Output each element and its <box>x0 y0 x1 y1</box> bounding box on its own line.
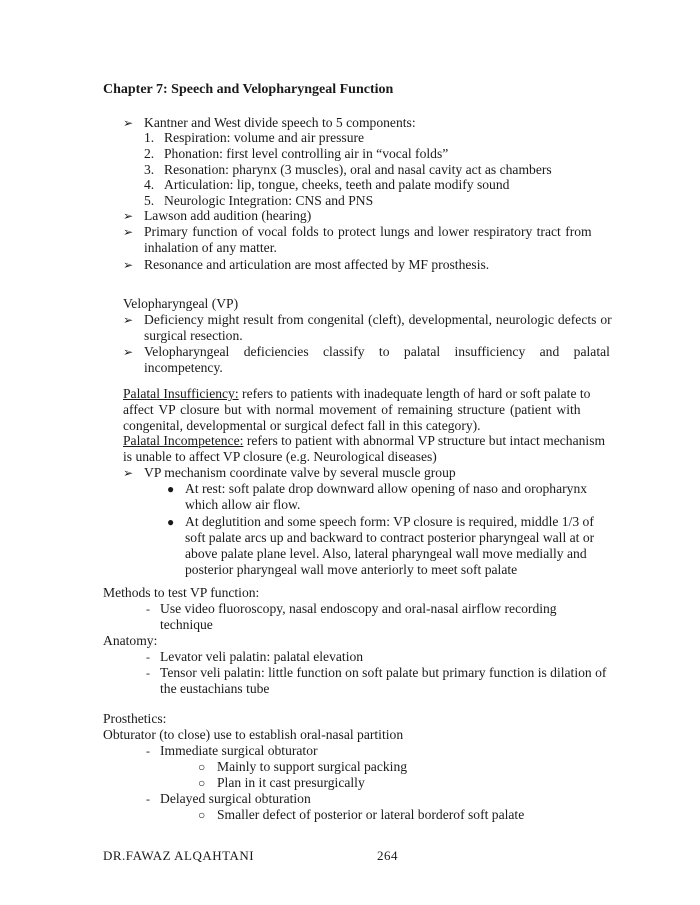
arrow-bullet-icon: ➢ <box>123 209 134 223</box>
circle-bullet-icon: ○ <box>198 776 206 790</box>
circle-bullet-icon: ○ <box>198 808 206 822</box>
arrow-bullet-icon: ➢ <box>123 225 134 239</box>
arrow-bullet-icon: ➢ <box>123 313 134 327</box>
list-number: 5. <box>144 193 155 208</box>
primary-function-line-1 <box>144 224 618 240</box>
immediate-obturator: Immediate surgical obturator <box>160 743 318 758</box>
deglutition-line-4: posterior pharyngeal wall move anteriorly to meet soft palate <box>185 562 518 577</box>
list-item: Phonation: first level controlling air in “vocal folds” <box>164 146 449 161</box>
deficiency-line-1: Deficiency might result from congenital (cleft), developmental, neurologic defects or <box>144 312 612 327</box>
deficiency-line-2: surgical resection. <box>144 328 243 343</box>
incompetence-line-1 <box>123 433 605 449</box>
prosthetics-heading: Prosthetics: <box>103 711 167 726</box>
round-bullet-icon: ● <box>167 482 175 496</box>
list-number: 3. <box>144 162 155 177</box>
mechanism-lead: VP mechanism coordinate valve by several muscle group <box>144 465 456 480</box>
immediate-sub-2: Plan in it cast presurgically <box>217 775 365 790</box>
dash-bullet-icon: - <box>146 650 150 664</box>
dash-bullet-icon: - <box>146 602 150 616</box>
primary-function-line-2: inhalation of any matter. <box>144 240 277 255</box>
insufficiency-text: refers to patients with inadequate length of hard or soft palate to <box>242 386 591 401</box>
incompetence-line-2: is unable to affect VP closure (e.g. Neurological diseases) <box>123 449 437 464</box>
dash-bullet-icon: - <box>146 744 150 758</box>
list-number: 1. <box>144 130 155 145</box>
vp-heading: Velopharyngeal (VP) <box>123 296 239 311</box>
chapter-title: Chapter 7: Speech and Velopharyngeal Function <box>103 82 394 97</box>
tensor-line-1: Tensor veli palatin: little function on soft palate but primary function is dilation of <box>160 665 607 680</box>
footer-author: DR.FAWAZ ALQAHTANI <box>103 848 255 863</box>
list-number: 4. <box>144 177 155 192</box>
list-number: 2. <box>144 146 155 161</box>
rest-line-1: At rest: soft palate drop downward allow opening of naso and oropharynx <box>185 481 588 496</box>
incompetence-text: refers to patient with abnormal VP structure but intact mechanism <box>246 433 606 448</box>
intro-lead: Kantner and West divide speech to 5 components: <box>144 115 416 130</box>
list-item: Neurologic Integration: CNS and PNS <box>164 193 374 208</box>
deglutition-line-3: above palate plane level. Also, lateral pharyngeal wall move medially and <box>185 546 587 561</box>
arrow-bullet-icon: ➢ <box>123 258 134 272</box>
immediate-sub-1: Mainly to support surgical packing <box>217 759 408 774</box>
insufficiency-line-3: congenital, developmental or surgical defect fall in this category). <box>123 418 481 433</box>
methods-item-line-2: technique <box>160 617 213 632</box>
tensor-line-2: the eustachians tube <box>160 681 270 696</box>
classify-line-1: Velopharyngeal deficiencies classify to palatal insufficiency and palatal <box>144 344 610 359</box>
arrow-bullet-icon: ➢ <box>123 116 134 130</box>
deglutition-line-2: soft palate arcs up and backward to contract posterior pharyngeal wall at or <box>185 530 595 545</box>
insufficiency-line-2: affect VP closure but with normal movement of remaining structure (patient with <box>123 402 581 417</box>
obturator-text: Obturator (to close) use to establish oral-nasal partition <box>103 727 404 742</box>
dash-bullet-icon: - <box>146 792 150 806</box>
incompetence-term: Palatal Incompetence: <box>123 433 244 448</box>
methods-heading: Methods to test VP function: <box>103 585 260 600</box>
classify-line-2: incompetency. <box>144 360 223 375</box>
rest-line-2: which allow air flow. <box>185 497 301 512</box>
insufficiency-term: Palatal Insufficiency: <box>123 386 239 401</box>
insufficiency-line-1 <box>123 386 590 402</box>
list-item: Respiration: volume and air pressure <box>164 130 365 145</box>
methods-item-line-1: Use video fluoroscopy, nasal endoscopy and oral-nasal airflow recording <box>160 601 557 616</box>
list-item: Articulation: lip, tongue, cheeks, teeth and palate modify sound <box>164 177 510 192</box>
circle-bullet-icon: ○ <box>198 760 206 774</box>
dash-bullet-icon: - <box>146 666 150 680</box>
delayed-sub-1: Smaller defect of posterior or lateral borderof soft palate <box>217 807 525 822</box>
deglutition-line-1: At deglutition and some speech form: VP closure is required, middle 1/3 of <box>185 514 594 529</box>
anatomy-heading: Anatomy: <box>103 633 158 648</box>
round-bullet-icon: ● <box>167 515 175 529</box>
page-number: 264 <box>377 848 398 863</box>
resonance-text: Resonance and articulation are most affected by MF prosthesis. <box>144 257 490 272</box>
primary-function-text: Primary function of vocal folds to protect lungs and lower respiratory tract from <box>144 224 592 239</box>
arrow-bullet-icon: ➢ <box>123 345 134 359</box>
arrow-bullet-icon: ➢ <box>123 466 134 480</box>
list-item: Resonation: pharynx (3 muscles), oral and nasal cavity act as chambers <box>164 162 552 177</box>
levator-text: Levator veli palatin: palatal elevation <box>160 649 364 664</box>
delayed-obturation: Delayed surgical obturation <box>160 791 311 806</box>
lawson-text: Lawson add audition (hearing) <box>144 208 312 223</box>
